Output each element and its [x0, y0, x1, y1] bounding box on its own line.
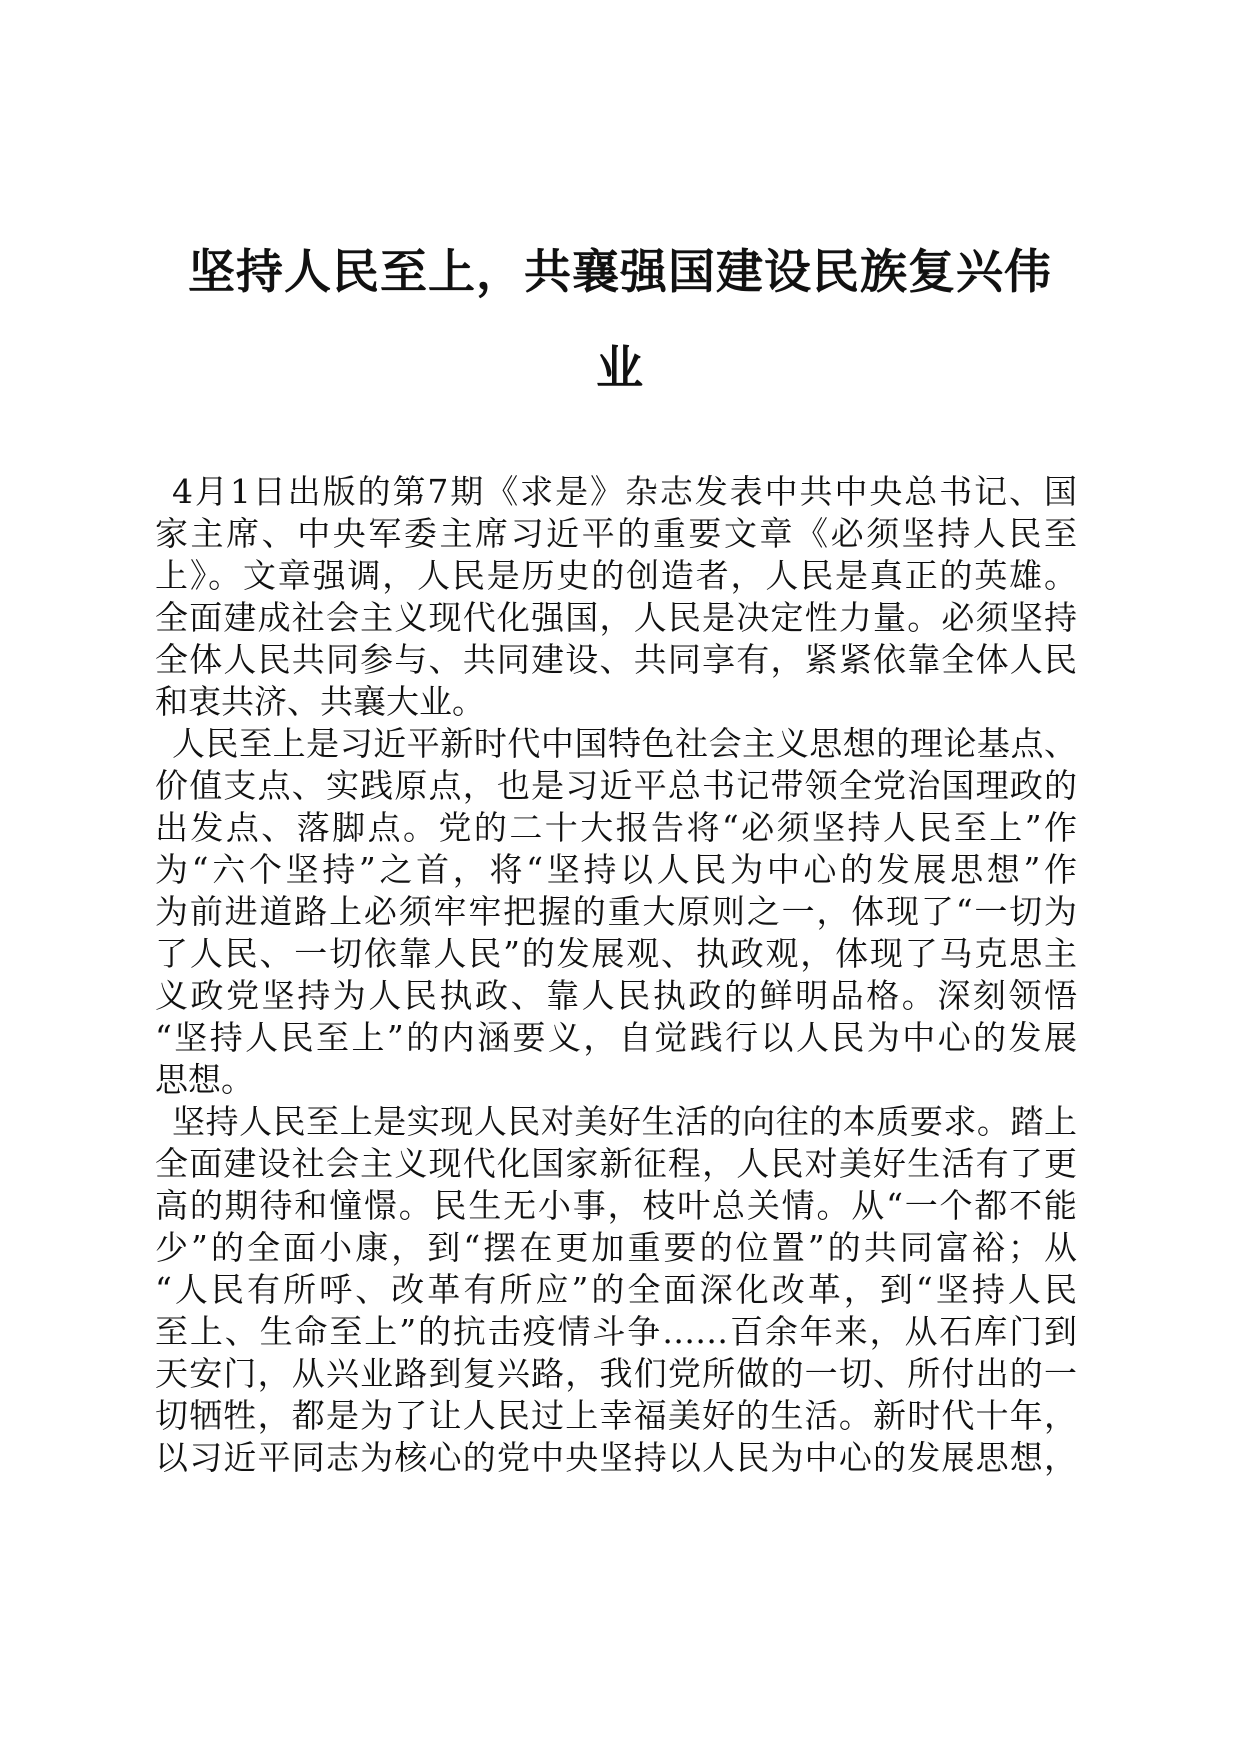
- paragraph-3: [155, 1101, 1077, 1479]
- text-line: 出发点、落脚点。党的二十大报告将“必须坚持人民至上”作: [155, 808, 1077, 847]
- text-line: 了人民、一切依靠人民”的发展观、执政观，体现了马克思主: [155, 934, 1077, 973]
- document-body: [155, 471, 1077, 1479]
- text-line: 为前进道路上必须牢牢把握的重大原则之一，体现了“一切为: [155, 892, 1077, 931]
- text-line: 少”的全面小康，到“摆在更加重要的位置”的共同富裕；从: [155, 1228, 1077, 1267]
- text-line: 至上、生命至上”的抗击疫情斗争……百余年来，从石库门到: [155, 1312, 1077, 1351]
- text-line: 高的期待和憧憬。民生无小事，枝叶总关情。从“一个都不能: [155, 1186, 1077, 1225]
- text-line: 以习近平同志为核心的党中央坚持以人民为中心的发展思想，: [155, 1438, 1077, 1477]
- text-line: 人民至上是习近平新时代中国特色社会主义思想的理论基点、: [172, 724, 1077, 763]
- text-line: 和衷共济、共襄大业。: [155, 682, 485, 721]
- text-line: 价值支点、实践原点，也是习近平总书记带领全党治国理政的: [155, 766, 1077, 805]
- text-line: 坚持人民至上是实现人民对美好生活的向往的本质要求。踏上: [172, 1102, 1077, 1141]
- text-line: “坚持人民至上”的内涵要义，自觉践行以人民为中心的发展: [155, 1018, 1077, 1057]
- text-line: 义政党坚持为人民执政、靠人民执政的鲜明品格。深刻领悟: [155, 976, 1077, 1015]
- text-line: 全面建设社会主义现代化国家新征程，人民对美好生活有了更: [155, 1144, 1077, 1183]
- text-line: 全面建成社会主义现代化强国，人民是决定性力量。必须坚持: [155, 598, 1077, 637]
- paragraph-1: [155, 471, 1077, 723]
- text-line: “人民有所呼、改革有所应”的全面深化改革，到“坚持人民: [155, 1270, 1077, 1309]
- text-line: 为“六个坚持”之首，将“坚持以人民为中心的发展思想”作: [155, 850, 1077, 889]
- title-line-1: 坚持人民至上，共襄强国建设民族复兴伟: [188, 245, 1052, 300]
- paragraph-2: [155, 723, 1077, 1101]
- text-line: 切牺牲，都是为了让人民过上幸福美好的生活。新时代十年，: [155, 1396, 1077, 1435]
- text-line: 思想。: [155, 1060, 254, 1099]
- title-line-2: 业: [596, 341, 644, 396]
- text-line: 天安门，从兴业路到复兴路，我们党所做的一切、所付出的一: [155, 1354, 1077, 1393]
- text-line: 4月1日出版的第7期《求是》杂志发表中共中央总书记、国: [172, 472, 1077, 511]
- text-line: 全体人民共同参与、共同建设、共同享有，紧紧依靠全体人民: [155, 640, 1077, 679]
- text-line: 家主席、中央军委主席习近平的重要文章《必须坚持人民至: [155, 514, 1077, 553]
- document-title: [160, 225, 1080, 417]
- text-line: 上》。文章强调，人民是历史的创造者，人民是真正的英雄。: [155, 556, 1077, 595]
